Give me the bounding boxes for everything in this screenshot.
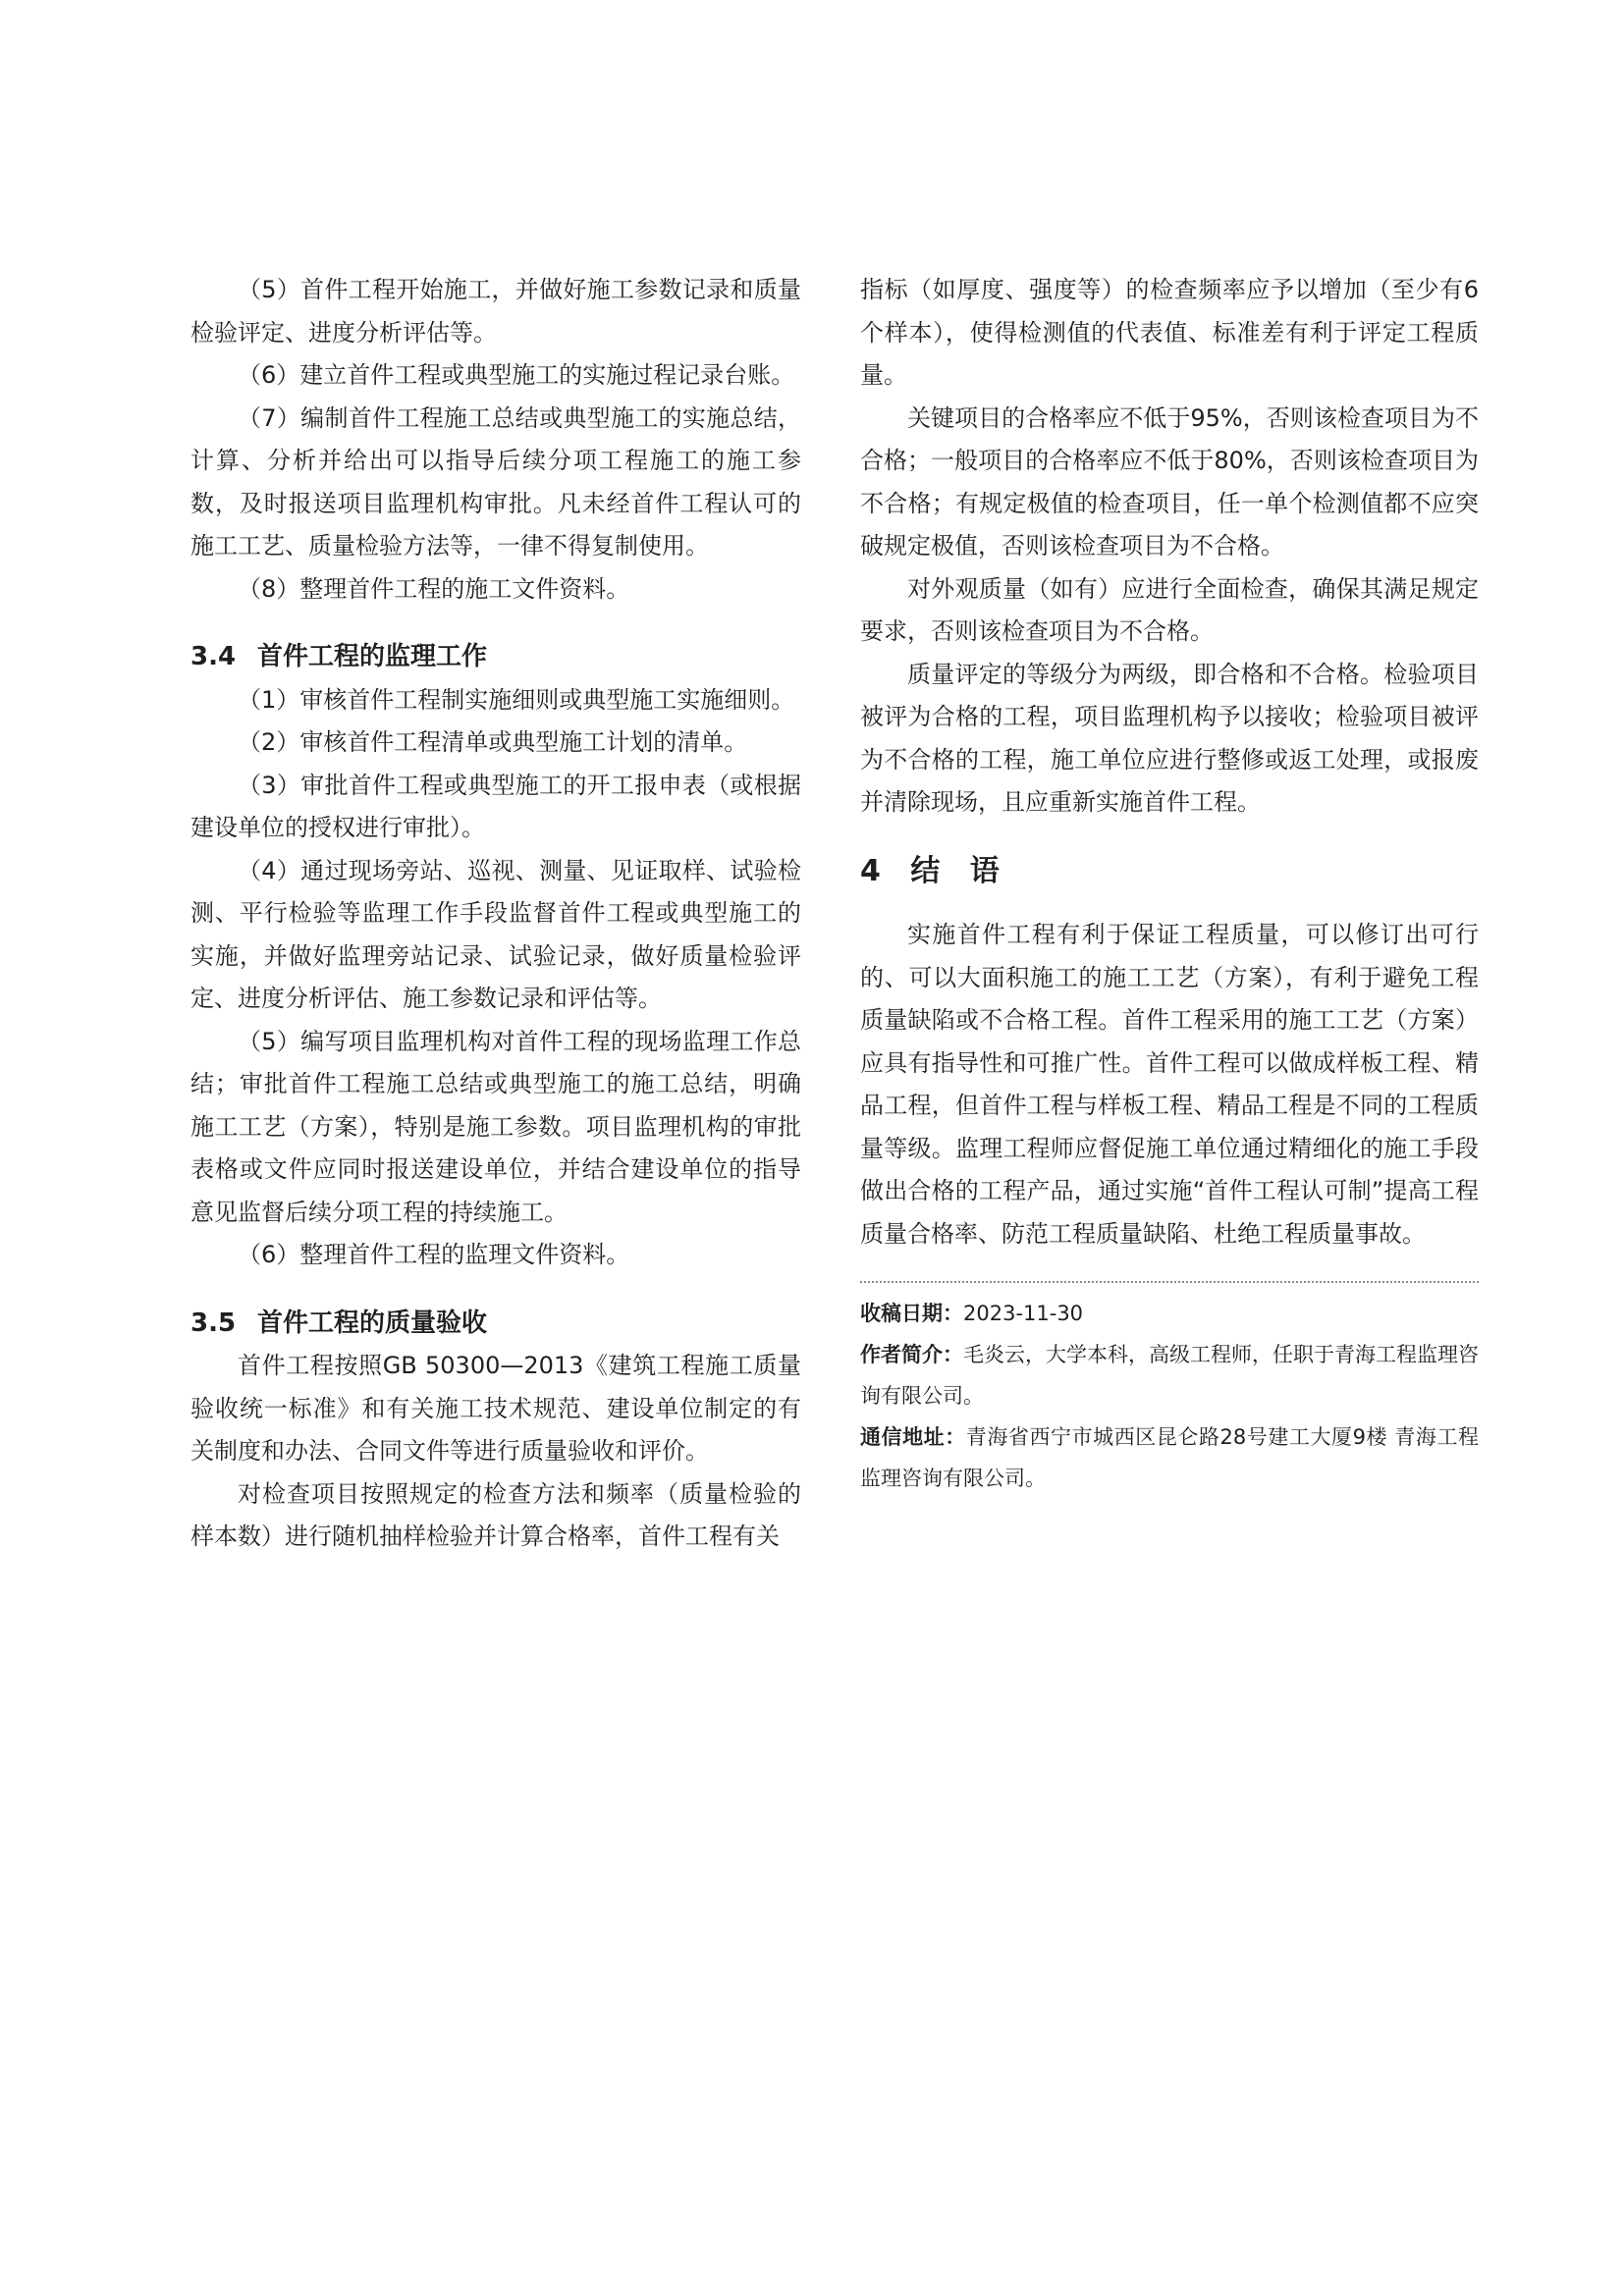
paragraph: 指标（如厚度、强度等）的检查频率应予以增加（至少有6个样本），使得检测值的代表值、标准差有利于评定工程质量。 <box>860 276 1479 389</box>
paragraph: 首件工程按照GB 50300—2013《建筑工程施工质量验收统一标准》和有关施工技术规范、建设单位制定的有关制度和办法、合同文件等进行质量验收和评价。 <box>190 1352 801 1465</box>
paragraph: 对检查项目按照规定的检查方法和频率（质量检验的样本数）进行随机抽样检验并计算合格率，首件工程有关 <box>190 1479 801 1550</box>
section-title: 首件工程的质量验收 <box>257 1308 488 1338</box>
author-bio-label: 作者简介： <box>860 1343 963 1366</box>
paragraph: （4）通过现场旁站、巡视、测量、见证取样、试验检测、平行检验等监理工作手段监督首件工程或典型施工的实施，并做好监理旁站记录、试验记录，做好质量检验评定、进度分析评估、施工参数记录和评估等。 <box>190 856 801 1012</box>
paragraph: （1）审核首件工程制实施细则或典型施工实施细则。 <box>238 685 795 714</box>
section-heading-3-5 <box>190 1303 801 1346</box>
paragraph: （2）审核首件工程清单或典型施工计划的清单。 <box>238 728 748 756</box>
paragraph: 关键项目的合格率应不低于95%，否则该检查项目为不合格；一般项目的合格率应不低于80%，否则该检查项目为不合格；有规定极值的检查项目，任一单个检测值都不应突破规定极值，否则该检查项目为不合格。 <box>860 403 1479 560</box>
left-column <box>190 269 801 1559</box>
section-number: 3.5 <box>190 1308 237 1338</box>
paragraph: （8）整理首件工程的施工文件资料。 <box>238 574 630 603</box>
paragraph: 对外观质量（如有）应进行全面检查，确保其满足规定要求，否则该检查项目为不合格。 <box>860 574 1479 645</box>
received-date-value: 2023-11-30 <box>963 1302 1084 1325</box>
paragraph: （5）编写项目监理机构对首件工程的现场监理工作总结；审批首件工程施工总结或典型施工的施工总结，明确施工工艺（方案），特别是施工参数。项目监理机构的审批表格或文件应同时报送建设单位，并结合建设单位的指导意见监督后续分项工程的持续施工。 <box>190 1027 801 1226</box>
paragraph: （3）审批首件工程或典型施工的开工报申表（或根据建设单位的授权进行审批）。 <box>190 771 801 841</box>
conclusion-paragraph: 实施首件工程有利于保证工程质量，可以修订出可行的、可以大面积施工的施工工艺（方案），有利于避免工程质量缺陷或不合格工程。首件工程采用的施工工艺（方案）应具有指导性和可推广性。首件工程可以做成样板工程、精品工程，但首件工程与样板工程、精品工程是不同的工程质量等级。监理工程师应督促施工单位通过精细化的施工手段做出合格的工程产品，通过实施“首件工程认可制”提高工程质量合格率、防范工程质量缺陷、杜绝工程质量事故。 <box>860 921 1479 1248</box>
mailing-address-label: 通信地址： <box>860 1425 966 1449</box>
dotted-divider <box>860 1281 1479 1283</box>
paragraph: （5）首件工程开始施工，并做好施工参数记录和质量检验评定、进度分析评估等。 <box>190 276 801 347</box>
paragraph: （7）编制首件工程施工总结或典型施工的实施总结，计算、分析并给出可以指导后续分项工程施工的施工参数，及时报送项目监理机构审批。凡未经首件工程认可的施工工艺、质量检验方法等，一律不得复制使用。 <box>190 403 801 560</box>
received-date <box>860 1293 1479 1334</box>
section-heading-3-4 <box>190 636 801 679</box>
section-title: 首件工程的监理工作 <box>257 642 488 671</box>
author-bio <box>860 1334 1479 1416</box>
received-date-label: 收稿日期： <box>860 1302 963 1325</box>
right-column <box>860 269 1479 1499</box>
paragraph: （6）建立首件工程或典型施工的实施过程记录台账。 <box>238 361 795 389</box>
mailing-address-value: 青海省西宁市城西区昆仑路28号建工大厦9楼 青海工程监理咨询有限公司。 <box>860 1425 1480 1490</box>
paragraph: 质量评定的等级分为两级，即合格和不合格。检验项目被评为合格的工程，项目监理机构予以接收；检验项目被评为不合格的工程，施工单位应进行整修或返工处理，或报废并清除现场，且应重新实施首件工程。 <box>860 660 1479 816</box>
author-bio-value: 毛炎云，大学本科，高级工程师，任职于青海工程监理咨询有限公司。 <box>860 1343 1479 1408</box>
section-number: 3.4 <box>190 642 237 671</box>
mailing-address <box>860 1416 1479 1499</box>
paragraph: （6）整理首件工程的监理文件资料。 <box>238 1241 630 1268</box>
section-heading-4: 4 结 语 <box>860 853 1009 888</box>
